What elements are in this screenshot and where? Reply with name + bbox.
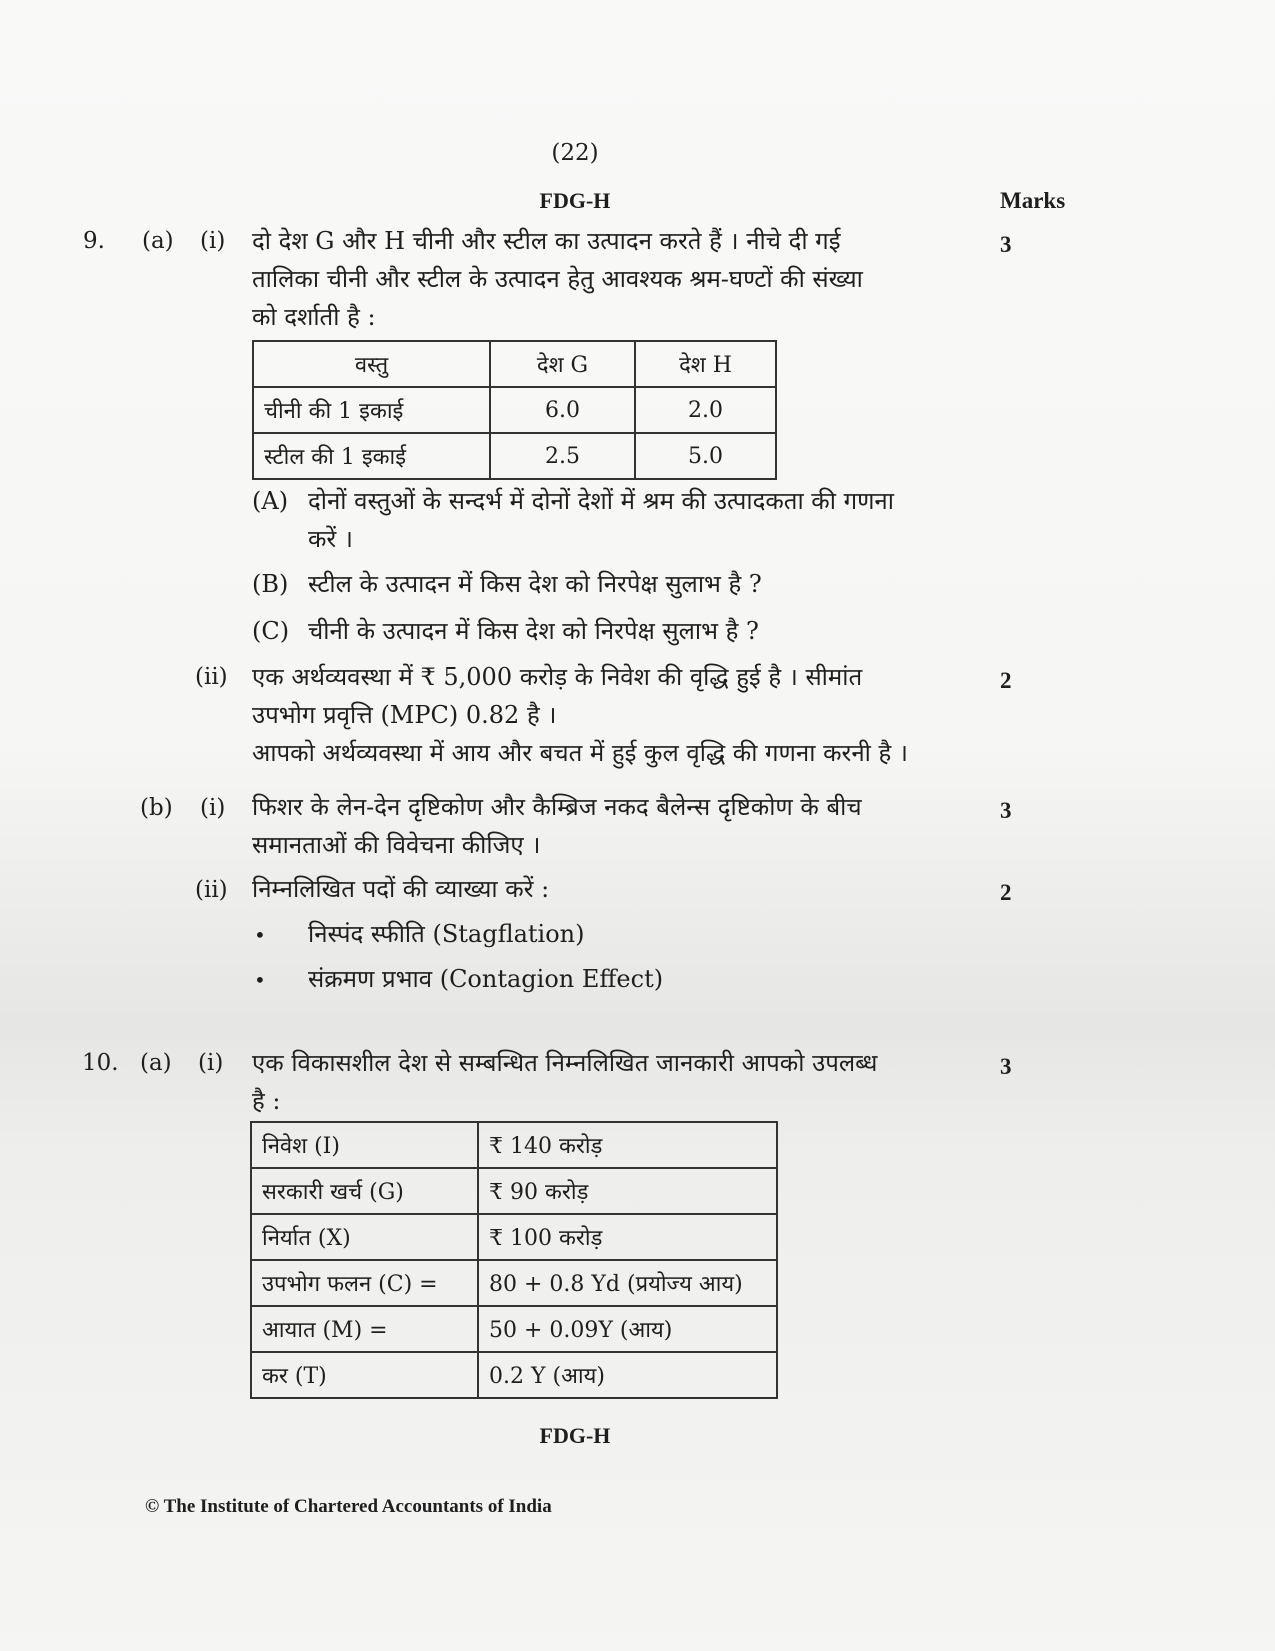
q9-a-ii-text xyxy=(252,658,942,772)
question-10-number: 10. xyxy=(82,1050,119,1076)
table-header-cell: देश H xyxy=(635,341,776,387)
table-cell: निर्यात (X) xyxy=(251,1214,478,1260)
table-cell: उपभोग फलन (C) = xyxy=(251,1260,478,1306)
q9-a-i-text xyxy=(252,222,942,336)
text-line: तालिका चीनी और स्टील के उत्पादन हेतु आवश्यक श्रम-घण्टों की संख्या xyxy=(252,265,863,293)
bullet-icon: • xyxy=(254,923,266,947)
q9-sub-a-label: (A) xyxy=(252,487,289,515)
table-row xyxy=(251,1168,777,1214)
q10-part-a-label: (a) xyxy=(140,1050,172,1076)
text-line: दोनों वस्तुओं के सन्दर्भ में दोनों देशों में श्रम की उत्पादकता की गणना xyxy=(308,487,894,515)
q9-sub-b-label: (B) xyxy=(252,570,289,598)
page-number: (22) xyxy=(551,140,599,166)
text-line: समानताओं की विवेचना कीजिए । xyxy=(252,831,541,859)
q9-sub-c-text: चीनी के उत्पादन में किस देश को निरपेक्ष सुलाभ है ? xyxy=(308,617,759,645)
q9-b-ii-label: (ii) xyxy=(195,877,228,903)
bullet-icon: • xyxy=(254,968,266,992)
q9-sub-c-label: (C) xyxy=(252,617,290,645)
table-cell: 5.0 xyxy=(635,433,776,479)
q9-b-ii-marks: 2 xyxy=(1000,880,1012,905)
q9-a-i-marks: 3 xyxy=(1000,232,1012,257)
text-line: है : xyxy=(252,1087,281,1115)
table-header-row xyxy=(253,341,776,387)
table-cell: 2.5 xyxy=(490,433,635,479)
text-line: फिशर के लेन-देन दृष्टिकोण और कैम्ब्रिज नकद बैलेन्स दृष्टिकोण के बीच xyxy=(252,793,862,821)
text-line: को दर्शाती है : xyxy=(252,303,376,331)
table-cell: स्टील की 1 इकाई xyxy=(253,433,490,479)
table-cell: सरकारी खर्च (G) xyxy=(251,1168,478,1214)
text-line: आपको अर्थव्यवस्था में आय और बचत में हुई कुल वृद्धि की गणना करनी है । xyxy=(252,739,908,767)
table-cell: कर (T) xyxy=(251,1352,478,1398)
paper-code-footer: FDG-H xyxy=(539,1423,611,1448)
q10-a-i-label: (i) xyxy=(198,1050,224,1076)
q9-sub-b-text: स्टील के उत्पादन में किस देश को निरपेक्ष सुलाभ है ? xyxy=(308,570,762,598)
q9-sub-a-text xyxy=(308,482,942,558)
q9-part-b-label: (b) xyxy=(140,795,173,821)
table-cell: आयात (M) = xyxy=(251,1306,478,1352)
bullet-item-stagflation: निस्पंद स्फीति (Stagflation) xyxy=(308,920,585,948)
table-cell: निवेश (I) xyxy=(251,1122,478,1168)
question-9-number: 9. xyxy=(83,228,105,254)
q9-b-i-text xyxy=(252,788,942,864)
marks-heading: Marks xyxy=(1000,188,1066,213)
text-line: एक अर्थव्यवस्था में ₹ 5,000 करोड़ के निवेश की वृद्धि हुई है । सीमांत xyxy=(252,663,863,691)
table-cell: 50 + 0.09Y (आय) xyxy=(478,1306,777,1352)
table-row xyxy=(251,1260,777,1306)
economy-data-table xyxy=(250,1121,778,1399)
table-cell: ₹ 140 करोड़ xyxy=(478,1122,777,1168)
bullet-item-contagion: संक्रमण प्रभाव (Contagion Effect) xyxy=(308,965,664,993)
table-cell: 0.2 Y (आय) xyxy=(478,1352,777,1398)
paper-code-header: FDG-H xyxy=(539,188,611,213)
table-row xyxy=(251,1214,777,1260)
table-row xyxy=(251,1352,777,1398)
q9-b-i-marks: 3 xyxy=(1000,798,1012,823)
q9-part-a-label: (a) xyxy=(142,228,174,254)
text-line: करें । xyxy=(308,525,353,553)
table-cell: ₹ 100 करोड़ xyxy=(478,1214,777,1260)
table-header-cell: वस्तु xyxy=(253,341,490,387)
q9-b-i-label: (i) xyxy=(200,795,226,821)
text-line: दो देश G और H चीनी और स्टील का उत्पादन करते हैं । नीचे दी गई xyxy=(252,227,841,255)
labour-hours-table xyxy=(252,340,777,480)
table-cell: चीनी की 1 इकाई xyxy=(253,387,490,433)
q10-a-i-text xyxy=(252,1044,942,1120)
q9-b-ii-text: निम्नलिखित पदों की व्याख्या करें : xyxy=(252,875,550,903)
table-row xyxy=(253,433,776,479)
table-header-cell: देश G xyxy=(490,341,635,387)
table-row xyxy=(253,387,776,433)
q9-a-ii-marks: 2 xyxy=(1000,668,1012,693)
copyright-notice: © The Institute of Chartered Accountants of India xyxy=(145,1496,552,1517)
q9-a-i-label: (i) xyxy=(200,228,226,254)
table-cell: 80 + 0.8 Yd (प्रयोज्य आय) xyxy=(478,1260,777,1306)
text-line: एक विकासशील देश से सम्बन्धित निम्नलिखित जानकारी आपको उपलब्ध xyxy=(252,1049,878,1077)
text-line: उपभोग प्रवृत्ति (MPC) 0.82 है । xyxy=(252,701,557,729)
q10-a-i-marks: 3 xyxy=(1000,1054,1012,1079)
table-row xyxy=(251,1122,777,1168)
table-cell: ₹ 90 करोड़ xyxy=(478,1168,777,1214)
q9-a-ii-label: (ii) xyxy=(195,664,228,690)
table-cell: 2.0 xyxy=(635,387,776,433)
table-cell: 6.0 xyxy=(490,387,635,433)
table-row xyxy=(251,1306,777,1352)
